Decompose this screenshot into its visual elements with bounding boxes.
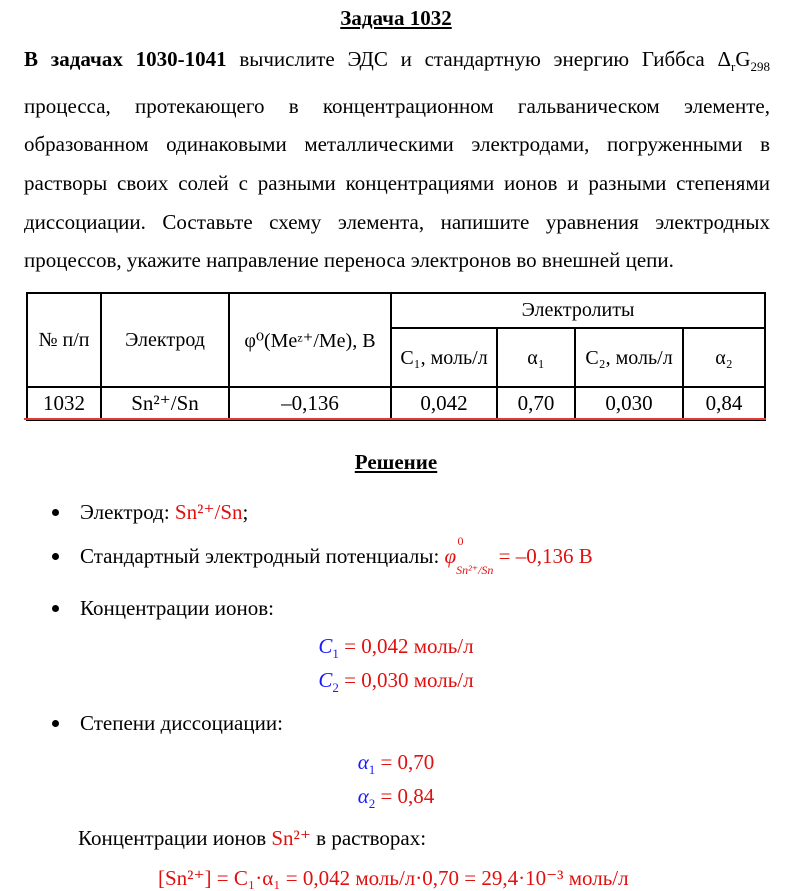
task-title: Задача 1032 bbox=[340, 6, 452, 30]
header-electrode: Электрод bbox=[101, 293, 229, 387]
solution-title: Решение bbox=[354, 450, 438, 474]
cell-no: 1032 bbox=[27, 387, 101, 420]
statement-text-rest: процесса, протекающего в концентрационном гальваническом элементе, образованном одинаковыми металлическими электродами, погруженными в растворы своих солей с разными концентрациями ионов и разными степенями диссоциации. Составьте схему элемента, напишите уравнения электродных процессов, укажите направление переноса электронов во внешней цепи. bbox=[24, 93, 770, 273]
cell-c1: 0,042 bbox=[391, 387, 497, 420]
equation-a1 bbox=[0, 750, 792, 778]
bullet-electrode bbox=[52, 500, 248, 525]
bullet-potential bbox=[52, 534, 593, 578]
cell-a2: 0,84 bbox=[683, 387, 765, 420]
bullet-concentrations bbox=[52, 596, 274, 621]
cell-electrode: Sn²⁺/Sn bbox=[101, 387, 229, 420]
c1-value: = 0,042 моль/л bbox=[338, 634, 474, 658]
dissociation-label: Степени диссоциации: bbox=[80, 711, 283, 735]
electrode-tail: ; bbox=[242, 500, 249, 524]
delta-subscript: r bbox=[730, 59, 736, 75]
header-a1: α₁ bbox=[497, 328, 575, 387]
electrode-label: Электрод: bbox=[80, 500, 175, 524]
cell-a1: 0,70 bbox=[497, 387, 575, 420]
header-electrolytes: Электролиты bbox=[391, 293, 765, 328]
c2-symbol: $C_2$ bbox=[318, 668, 339, 696]
concentrations-label: Концентрации ионов: bbox=[80, 596, 274, 620]
phi-symbol: φ 0 $_{Sn^{2+}/Sn}$ bbox=[444, 534, 494, 578]
red-underline-divider bbox=[24, 418, 766, 420]
a2-value: = 0,84 bbox=[375, 784, 435, 808]
header-phi: φ⁰(Meᶻ⁺/Me), В bbox=[229, 293, 391, 387]
header-c1: C₁, моль/л bbox=[391, 328, 497, 387]
a1-symbol: $\alpha_1$ bbox=[357, 750, 376, 778]
bullet-dissociation bbox=[52, 711, 283, 736]
ion-symbol: Sn²⁺ bbox=[271, 826, 311, 850]
ion-text-after: в растворах: bbox=[310, 826, 427, 850]
cell-phi: –0,136 bbox=[229, 387, 391, 420]
ion-concentration-line bbox=[78, 826, 426, 851]
potential-label: Стандартный электродный потенциалы: bbox=[80, 544, 445, 568]
equation-c2 bbox=[0, 668, 792, 696]
c2-value: = 0,030 моль/л bbox=[338, 668, 474, 692]
equation-a2 bbox=[0, 784, 792, 812]
a2-symbol: $\alpha_2$ bbox=[357, 784, 376, 812]
bottom-equation: [Sn²⁺] = C₁·α₁ = 0,042 моль/л·0,70 = 29,4·10⁻³ моль/л bbox=[158, 866, 629, 890]
gibbs-symbol: G bbox=[735, 47, 751, 71]
header-no: № п/п bbox=[27, 293, 101, 387]
gibbs-subscript: 298 bbox=[750, 59, 770, 75]
equation-c1 bbox=[0, 634, 792, 662]
bullet-dot-icon bbox=[52, 605, 59, 612]
task-table bbox=[26, 292, 766, 421]
ion-text-before: Концентрации ионов bbox=[78, 826, 272, 850]
statement-lead: В задачах 1030-1041 bbox=[24, 47, 227, 71]
statement-text: вычислите ЭДС и стандартную энергию Гиббса Δ bbox=[226, 47, 731, 71]
bullet-dot-icon bbox=[52, 720, 59, 727]
bullet-dot-icon bbox=[52, 509, 59, 516]
a1-value: = 0,70 bbox=[375, 750, 435, 774]
c1-symbol: $C_1$ bbox=[318, 634, 339, 662]
cell-c2: 0,030 bbox=[575, 387, 683, 420]
bullet-dot-icon bbox=[52, 553, 59, 560]
header-c2: C₂, моль/л bbox=[575, 328, 683, 387]
task-statement bbox=[24, 40, 770, 280]
potential-value: = –0,136 В bbox=[493, 544, 593, 568]
header-a2: α₂ bbox=[683, 328, 765, 387]
electrode-value: Sn²⁺/Sn bbox=[174, 500, 243, 524]
